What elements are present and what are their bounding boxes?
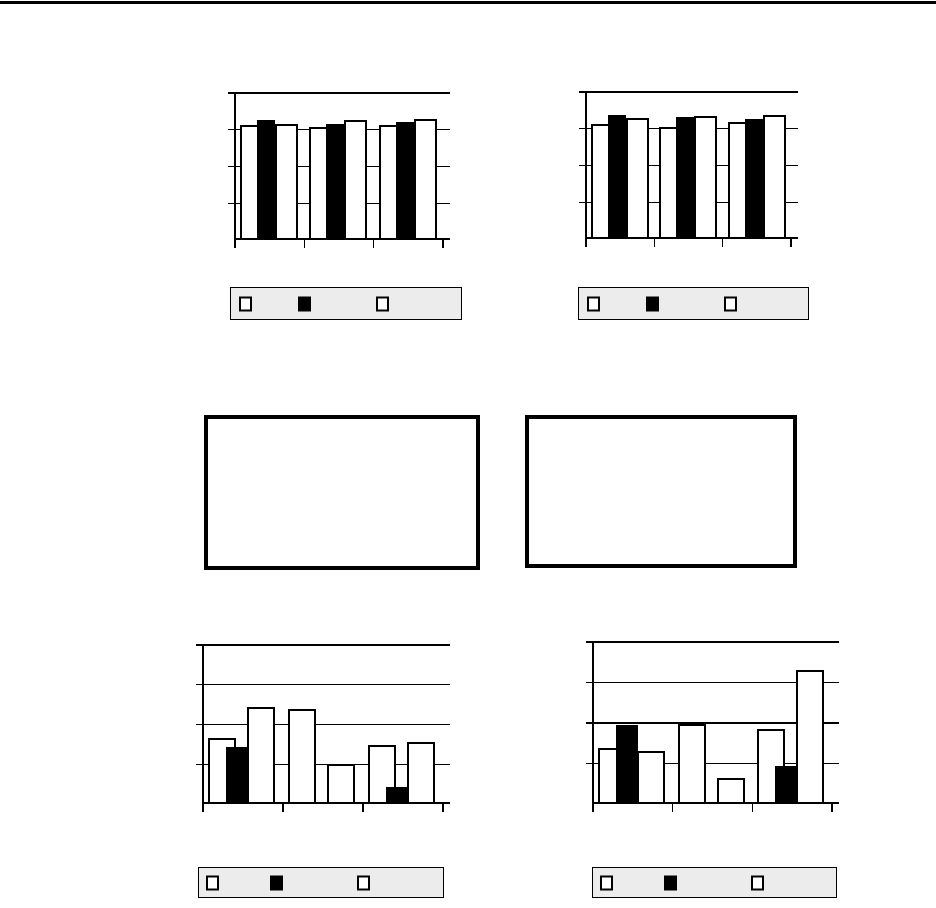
x-axis-tick (752, 804, 753, 812)
x-axis-tick (304, 240, 305, 248)
bar-series-2-black-group-2 (326, 124, 344, 240)
y-axis (592, 642, 594, 812)
page-top-rule (0, 1, 936, 4)
y-axis (585, 92, 587, 247)
x-axis-tick (362, 804, 363, 812)
chart-bottom-right (593, 642, 832, 804)
x-axis-tick (442, 804, 443, 812)
empty-figure-box-right (525, 415, 797, 568)
x-axis-tick (654, 239, 655, 247)
bar-series-3-white-group-3 (796, 670, 824, 804)
bar-series-3-white-group-1 (626, 118, 649, 239)
bar-series-2-black-group-1 (226, 747, 248, 804)
x-axis-tick (373, 240, 374, 248)
x-axis (203, 802, 450, 804)
plot-top-border (196, 644, 450, 646)
legend-top-left (230, 287, 462, 320)
x-axis-tick (790, 239, 791, 247)
legend-swatch-white-2-icon (357, 875, 370, 890)
empty-figure-box-left (204, 415, 480, 570)
legend-swatch-black-icon (646, 296, 659, 311)
x-axis (586, 237, 798, 239)
gridline (196, 724, 450, 725)
bar-series-3-white-group-3 (414, 119, 437, 240)
legend-swatch-black-icon (664, 875, 677, 890)
legend-swatch-white-2-icon (751, 875, 764, 890)
bar-series-2-black-group-1 (257, 120, 275, 240)
x-axis-tick (722, 239, 723, 247)
plot-top-border (586, 641, 839, 643)
gridline (196, 684, 450, 685)
x-axis (593, 802, 839, 804)
legend-swatch-white-1-icon (600, 875, 613, 890)
bar-series-3-white-group-1 (637, 751, 665, 804)
legend-swatch-white-1-icon (587, 296, 600, 311)
bar-series-2-black-group-3 (745, 119, 763, 239)
bar-series-2-black-group-3 (775, 766, 797, 804)
chart-top-right (586, 92, 791, 239)
x-axis-tick (442, 240, 443, 248)
x-axis-tick (282, 804, 283, 812)
x-axis (235, 238, 450, 240)
legend-swatch-black-icon (270, 875, 283, 890)
x-axis-tick (831, 804, 832, 812)
legend-swatch-white-1-icon (206, 875, 219, 890)
bar-series-3-white-group-2 (717, 778, 745, 804)
x-axis-tick (672, 804, 673, 812)
bar-series-2-black-group-1 (616, 725, 638, 804)
bar-series-2-black-group-1 (608, 115, 626, 239)
legend-bottom-right (592, 867, 837, 898)
bar-series-3-white-group-2 (694, 116, 717, 239)
bar-series-2-black-group-2 (676, 117, 694, 239)
bar-series-1-white-group-2 (678, 724, 706, 804)
y-axis (202, 645, 204, 812)
legend-bottom-left (198, 867, 444, 898)
bar-series-2-black-group-3 (396, 122, 414, 240)
bar-series-1-white-group-2 (288, 709, 316, 804)
bar-series-3-white-group-3 (763, 115, 786, 239)
chart-top-left (235, 93, 443, 240)
chart-bottom-left (203, 645, 443, 804)
bar-series-3-white-group-3 (407, 742, 435, 804)
legend-top-right (578, 287, 809, 320)
bar-series-3-white-group-1 (275, 124, 298, 240)
legend-swatch-white-2-icon (724, 296, 737, 311)
legend-swatch-black-icon (298, 296, 311, 311)
legend-swatch-white-2-icon (376, 296, 389, 311)
bar-series-3-white-group-1 (247, 707, 275, 804)
bar-series-3-white-group-2 (327, 764, 355, 804)
plot-top-border (228, 92, 450, 94)
y-axis (234, 93, 236, 248)
legend-swatch-white-1-icon (239, 296, 252, 311)
bar-series-3-white-group-2 (344, 120, 367, 240)
plot-top-border (579, 91, 798, 93)
